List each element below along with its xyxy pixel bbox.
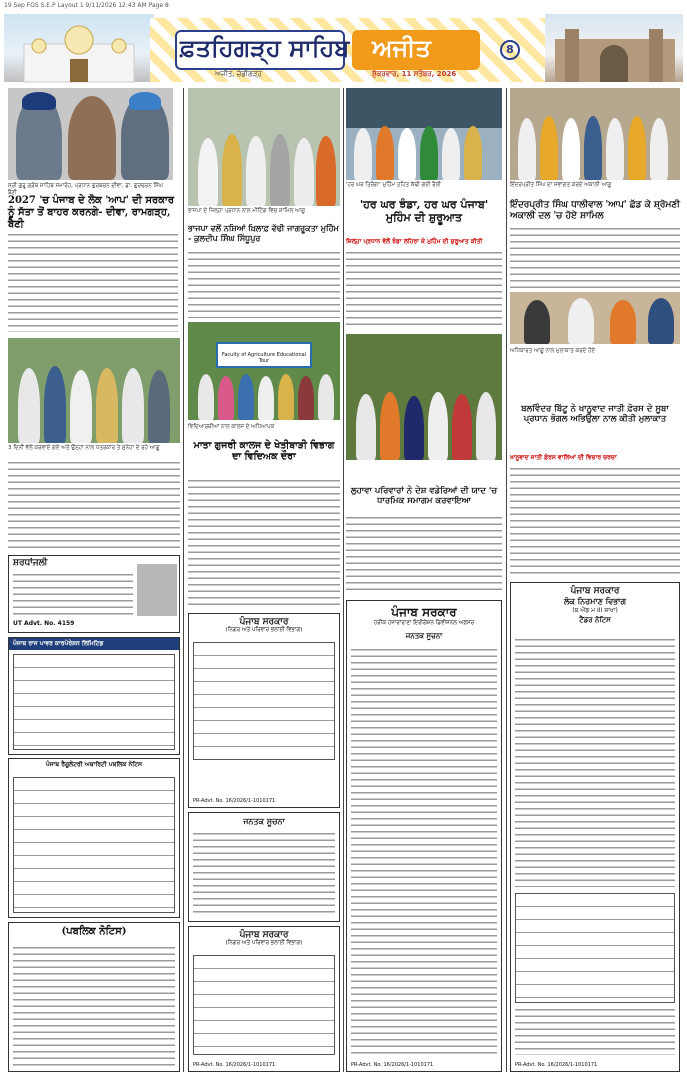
- obituary-title: ਸ਼ਰਧਾਂਜਲੀ: [13, 558, 48, 568]
- leaders-portraits: [8, 88, 173, 180]
- column-rule: [183, 88, 184, 1072]
- flag-redline: ਜ਼ਿਲ੍ਹਾ ਪ੍ਰਧਾਨ ਵੱਲੋਂ ਝੰਡਾ ਲਹਿਰਾ ਕੇ ਮੁਹਿੰਮ ਦੀ ਸ਼ੁਰੂਆਤ ਕੀਤੀ: [346, 238, 483, 245]
- jantak-title: ਜਨਤਕ ਸੂਚਨਾ: [243, 816, 285, 826]
- obituary-portrait: [137, 564, 177, 616]
- regulatory-title: ਪੰਜਾਬ ਰੈਗੂਲੇਟਰੀ ਅਥਾਰਿਟੀ ਪਬਲਿਕ ਨੋਟਿਸ: [45, 761, 143, 768]
- gurdwara-illustration: [4, 14, 154, 82]
- obituary-ad: [8, 555, 180, 633]
- health-ad1-dept: (ਨਿਗਰ ਅਤੇ ਪਰਿਵਾਰ ਭਲਾਈ ਵਿਭਾਗ): [225, 627, 303, 633]
- col1-photo-caption: ਸ੍ਰੀ ਗੁਰੂ ਗ੍ਰੰਥ ਸਾਹਿਬ ਸਮਾਰੋਹ, ਪ੍ਰਧਾਨ ਗੁਰਬਚਨ ਦੀਵਾ, ਡਾ. ਗੁਰਚਰਨ ਸਿੰਘ ਬੈਣੀ: [8, 183, 163, 196]
- col1-article2-body: [8, 460, 180, 552]
- bitu-redline: ਖਾਨੂਵਾਦ ਜਾਤੀ ਫ਼ੋਰਸ ਵਾਲਿਆਂ ਦੀ ਵਿਚਾਰ ਚਰਚਾ: [510, 454, 617, 461]
- pwd-footer-text: [515, 1007, 675, 1055]
- jantak-text: [193, 831, 335, 917]
- masthead-date: ਸ਼ੁੱਕਰਵਾਰ, 11 ਸਤੰਬਰ, 2026: [372, 70, 457, 78]
- fort-illustration: [545, 14, 683, 82]
- pwd-text: [515, 637, 675, 887]
- health-ad1-table: [193, 642, 335, 760]
- pspcl-title: ਪੰਜਾਬ ਰਾਜ ਪਾਵਰ ਕਾਰਪੋਰੇਸ਼ਨ ਲਿਮਿਟਿਡ: [9, 638, 179, 650]
- health-ad1-advt-no: PR-Advt. No. 16/2026/1-1010171: [193, 798, 276, 804]
- college-photo-caption: ਵਿਦਿਆਰਥੀਆਂ ਨਾਲ ਕਾਲਜ ਦੇ ਅਧਿਆਪਕ: [188, 424, 275, 430]
- ut-advt-number: UT Advt. No. 4159: [13, 620, 75, 627]
- family-event-photo: [346, 334, 502, 460]
- joining-event-photo: [510, 88, 680, 180]
- column-rule: [343, 88, 344, 1072]
- pspcl-table: [13, 654, 175, 750]
- pwd-dept: ਲੋਕ ਨਿਰਮਾਣ ਵਿਭਾਗ: [563, 596, 627, 606]
- obituary-text: [13, 572, 133, 618]
- page-number: 8: [500, 40, 520, 60]
- flag-photo-caption: 'ਹਰ ਘਰ ਤਿਰੰਗਾ' ਮੁਹਿੰਮ ਤਹਿਤ ਕੱਢੀ ਗਈ ਰੈਲੀ: [346, 182, 441, 188]
- bitu-photo-caption: ਅਧਿਕਾਰਤ ਆਗੂ ਨਾਲ ਮੁਲਾਕਾਤ ਕਰਦੇ ਹੋਏ: [510, 348, 596, 354]
- family-article-body: [346, 515, 502, 595]
- college-tour-photo: [188, 322, 340, 420]
- health-dept-ad-2: [188, 926, 340, 1072]
- public-notice-title: (ਪਬਲਿਕ ਨੋਟਿਸ): [61, 926, 127, 937]
- bjp-headline: ਭਾਜਪਾ ਵਲੋਂ ਨਸ਼ਿਆਂ ਖ਼ਿਲਾਫ਼ ਵੱਢੀ ਜਾਗਰੂਕਤਾ ਮੁਹਿੰਮ - ਕੁਲਦੀਪ ਸਿੰਘ ਸਿੱਧੂਪੁਰ: [188, 223, 339, 243]
- pwd-advt-no: PR-Advt. No. 16/2026/1-1010171: [515, 1062, 598, 1068]
- column-rule: [506, 88, 507, 1072]
- bitu-article-body: [510, 466, 680, 576]
- college-article-body: [188, 478, 340, 610]
- regulatory-notice-ad: [8, 758, 180, 918]
- col1-article-body: [8, 232, 178, 332]
- gurdwara-photo: [4, 14, 154, 82]
- college-headline: ਮਾਤਾ ਗੁਜਰੀ ਕਾਲਜ ਦੇ ਖੇਤੀਬਾੜੀ ਵਿਭਾਗ ਦਾ ਵਿਦਿਅਕ ਦੌਰਾ: [193, 440, 335, 463]
- family-headline: ਲੁਹਾਵਾ ਪਰਿਵਾਰਾਂ ਨੇ ਦੇਸ਼ ਵਡੇਰਿਆਂ ਦੀ ਯਾਦ 'ਚ ਧਾਰਮਿਕ ਸਮਾਗਮ ਕਰਵਾਇਆ: [350, 486, 498, 507]
- bjp-meeting-photo: [188, 88, 340, 206]
- masthead-paper-name: ਅਜੀਤ: [372, 33, 431, 62]
- pwd-tender-label: ਟੈਂਡਰ ਨੋਟਿਸ: [579, 615, 611, 624]
- bitu-headline: ਬਲਵਿੰਦਰ ਬਿੱਟੂ ਨੇ ਖਾਨੂਵਾਦ ਜਾਤੀ ਫ਼ੋਰਸ ਦੇ ਸੂਬਾ ਪ੍ਰਧਾਨ ਭੋਗਲ ਅਭਿਉਲਾ ਨਾਲ ਕੀਤੀ ਮੁਲਾਕਾਤ: [521, 404, 669, 425]
- fort-photo: [545, 14, 683, 82]
- public-notice-text: [13, 945, 175, 1067]
- pwd-sub: (ਬ ਐਂਡ ਮ III ਸ਼ਾਖਾ): [572, 607, 618, 614]
- health-ad2-title: ਪੰਜਾਬ ਸਰਕਾਰ: [239, 930, 289, 940]
- health-ad2-advt-no: PR-Advt. No. 16/2026/1-1010171: [193, 1062, 276, 1068]
- pspcl-tender-ad: [8, 637, 180, 755]
- irrigation-dept: ਹਰੀਕ ਹਜ਼ਾਰਾਂਰਾਣਾ ਇਰੀਗੇਸ਼ਨ ਡਿਵੀਜ਼ਨਲ ਅਫ਼ਸਰ: [373, 620, 475, 626]
- col1-photo2-caption: 3 ਦਿਨੀਂ ਵੱਲੋਂ ਕਰਵਾਏ ਗਏ ਅਤੇ ਉਨ੍ਹਾਂ ਨਾਲ ਪੱਤਰਕਾਰ ਤੇ ਸੁਨੇਹਾ ਦੇ ਰਹੇ ਆਗੂ: [8, 445, 160, 451]
- health-ad2-dept: (ਨਿਗਰ ਅਤੇ ਪਰਿਵਾਰ ਭਲਾਈ ਵਿਭਾਗ): [225, 940, 303, 946]
- pwd-govt-title: ਪੰਜਾਬ ਸਰਕਾਰ: [570, 586, 620, 596]
- college-banner: Faculty of Agriculture Educational Tour: [216, 342, 312, 368]
- pwd-tender-ad: [510, 582, 680, 1072]
- flag-headline: 'ਹਰ ਘਰ ਝੰਡਾ, ਹਰ ਘਰ ਪੰਜਾਬ' ਮੁਹਿੰਮ ਦੀ ਸ਼ੁਰੂਆਤ: [359, 198, 489, 225]
- pwd-table: [515, 893, 675, 1003]
- health-dept-ad-1: [188, 613, 340, 808]
- col1-headline: 2027 'ਚ ਪੰਜਾਬ ਦੇ ਲੋਕ 'ਆਪ' ਦੀ ਸਰਕਾਰ ਨੂੰ ਸੱਤਾ ਤੋਂ ਬਾਹਰ ਕਰਨਗੇ- ਦੀਵਾ, ਰਾਮਗੜ੍ਹ, ਬੈਣੀ: [8, 195, 175, 230]
- print-slug: 19 Sep FGS S.E.P Layout 1 9/11/2026 12:43 AM Page 8: [4, 2, 169, 9]
- irrigation-text: [351, 647, 497, 1055]
- joining-headline: ਇੰਦਰਪ੍ਰੀਤ ਸਿੰਘ ਧਾਲੀਵਾਲ 'ਆਪ' ਛੱਡ ਕੇ ਸ਼੍ਰੋਮਣੀ ਅਕਾਲੀ ਦਲ 'ਚ ਹੋਏ ਸ਼ਾਮਿਲ: [510, 200, 680, 221]
- regulatory-table: [13, 777, 175, 913]
- irrigation-notice-ad: [346, 600, 502, 1072]
- bjp-article-body: [188, 250, 340, 318]
- joining-photo-caption: ਇੰਦਰਪ੍ਰੀਤ ਸਿੰਘ ਦਾ ਸਵਾਗਤ ਕਰਦੇ ਅਕਾਲੀ ਆਗੂ: [510, 182, 612, 188]
- bitu-meeting-photo: [510, 292, 680, 344]
- irrigation-advt-no: PR-Advt. No. 16/2026/1-1010171: [351, 1062, 434, 1068]
- col1-group-photo: [8, 338, 180, 443]
- jantak-soochna-ad: [188, 812, 340, 922]
- flag-rally-photo: [346, 88, 502, 180]
- health-ad2-table: [193, 955, 335, 1055]
- flag-article-body: [346, 250, 502, 330]
- masthead-subtitle: ਅਜੀਤ, ਚੰਡੀਗੜ੍ਹ: [215, 70, 262, 78]
- health-ad1-title: ਪੰਜਾਬ ਸਰਕਾਰ: [239, 617, 289, 627]
- irrigation-govt-title: ਪੰਜਾਬ ਸਰਕਾਰ: [391, 605, 457, 619]
- bjp-photo-caption: ਭਾਜਪਾ ਦੇ ਜ਼ਿਲ੍ਹਾ ਪ੍ਰਧਾਨ ਨਾਲ ਮੀਟਿੰਗ ਵਿਚ ਸ਼ਾਮਿਲ ਆਗੂ: [188, 208, 305, 214]
- public-notice-ad: [8, 922, 180, 1072]
- irrigation-jantak: ਜਨਤਕ ਸੂਚਨਾ: [405, 631, 443, 640]
- masthead-title: ਫ਼ਤਹਿਗੜ੍ਹ ਸਾਹਿਬ: [180, 33, 350, 62]
